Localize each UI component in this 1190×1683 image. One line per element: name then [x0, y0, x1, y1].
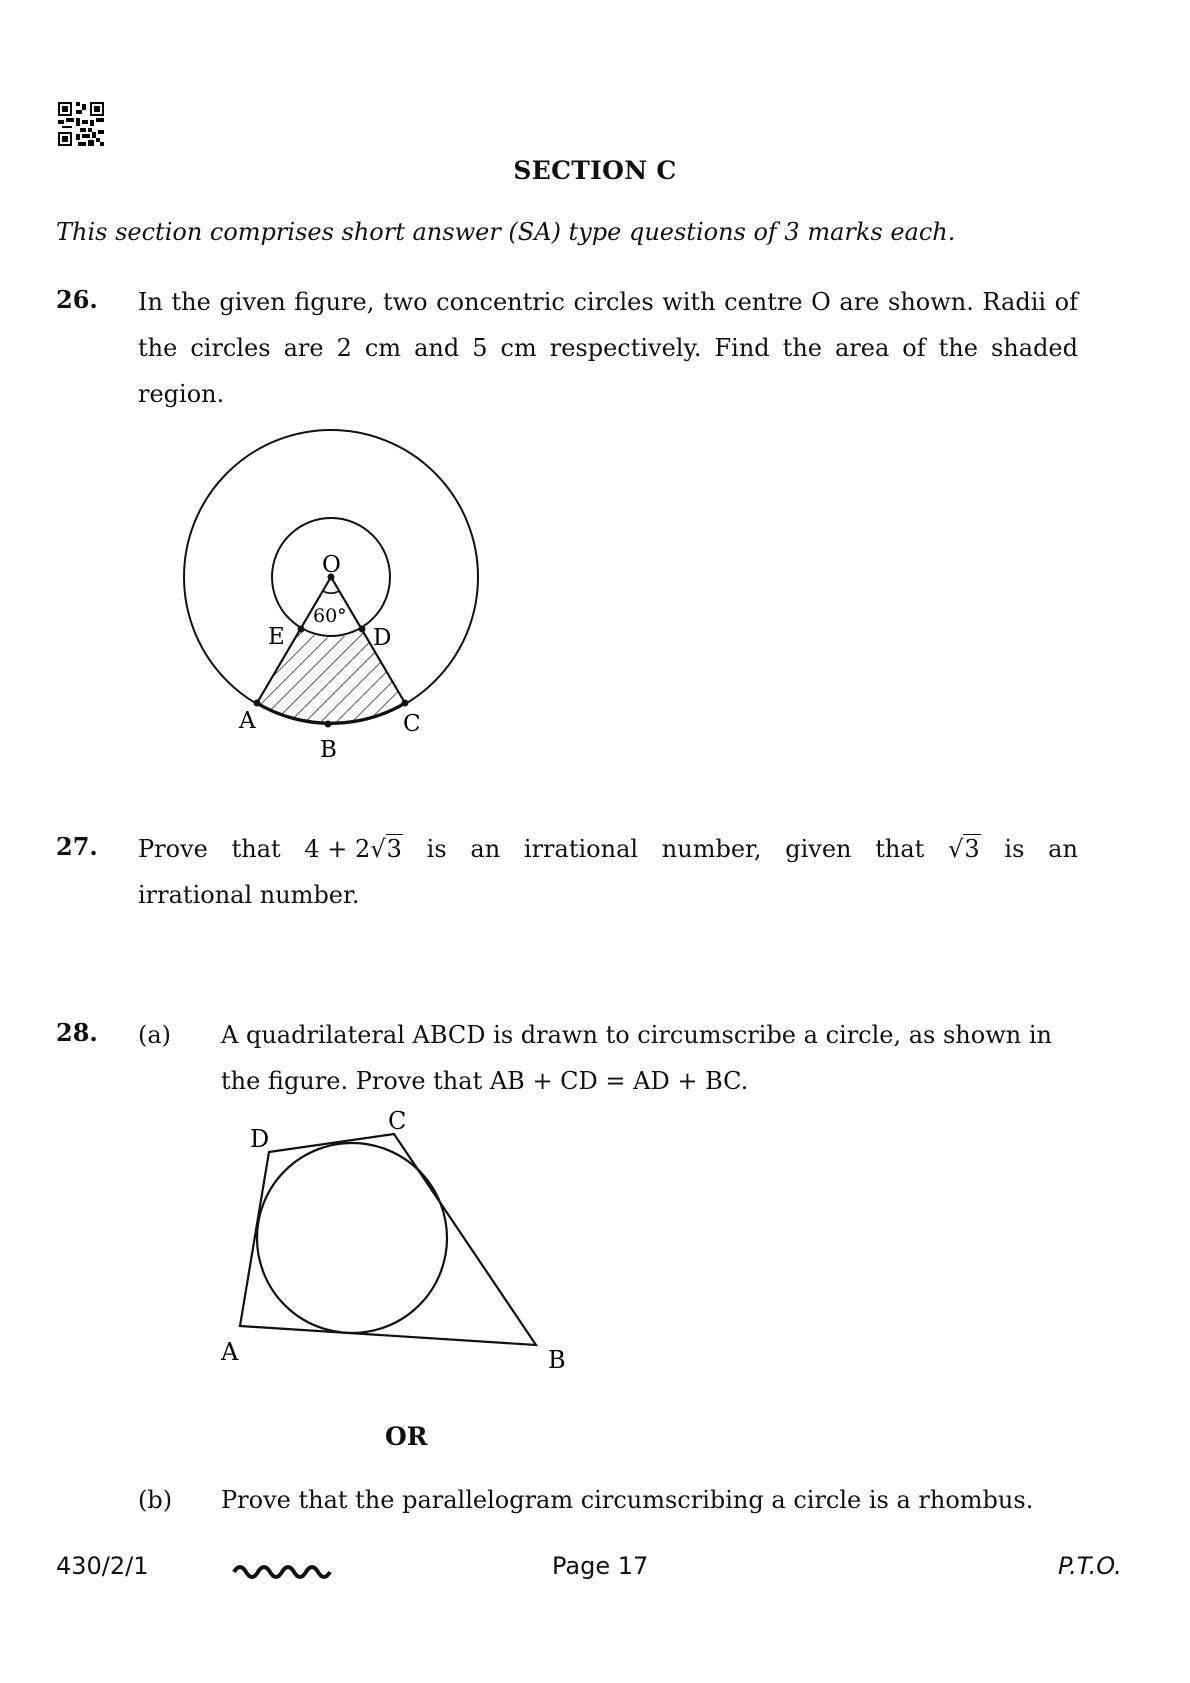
- part-b-label: (b): [138, 1486, 173, 1514]
- question-27-line2: irrational number.: [138, 881, 360, 909]
- label-A: A: [239, 708, 256, 734]
- page-number: Page 17: [552, 1552, 649, 1580]
- label-D: D: [373, 625, 392, 651]
- question-28a-text: A quadrilateral ABCD is drawn to circumscribe a circle, as shown in the figure. Prove that AB + CD = AD + BC.: [221, 1021, 1052, 1095]
- label-O: O: [322, 552, 341, 578]
- label-E: E: [268, 624, 285, 650]
- question-28b-text: Prove that the parallelogram circumscribing a circle is a rhombus.: [221, 1486, 1034, 1514]
- label-angle: 60°: [313, 605, 347, 627]
- question-number-28: 28.: [56, 1018, 98, 1047]
- label-C: C: [403, 711, 421, 737]
- math-sqrt3: √3: [948, 835, 980, 863]
- label-B: B: [320, 737, 337, 763]
- figure-circumscribed-quadrilateral: [220, 1107, 566, 1374]
- label-B: B: [548, 1346, 566, 1374]
- question-26-text: In the given figure, two concentric circles with centre O are shown. Radii of the circles are 2 cm and 5 cm respectively. Find the area of the shaded region.: [138, 288, 1078, 408]
- label-D: D: [250, 1125, 270, 1153]
- section-instructions: This section comprises short answer (SA) type questions of 3 marks each.: [56, 218, 956, 246]
- label-C: C: [388, 1107, 407, 1135]
- pto-label: P.T.O.: [1058, 1552, 1122, 1580]
- question-number-26: 26.: [56, 285, 98, 314]
- label-A: A: [221, 1338, 239, 1366]
- section-title: SECTION C: [513, 156, 677, 185]
- or-label: OR: [385, 1422, 428, 1451]
- paper-code: 430/2/1: [56, 1552, 149, 1580]
- part-a-label: (a): [138, 1021, 172, 1049]
- tilde-decoration-icon: [232, 1560, 342, 1584]
- question-number-27: 27.: [56, 832, 98, 861]
- math-expression: 4 + 2√3: [304, 835, 402, 863]
- question-27-text: Prove that 4 + 2√3 is an irrational number, given that √3 is an irrational number.: [138, 826, 1078, 918]
